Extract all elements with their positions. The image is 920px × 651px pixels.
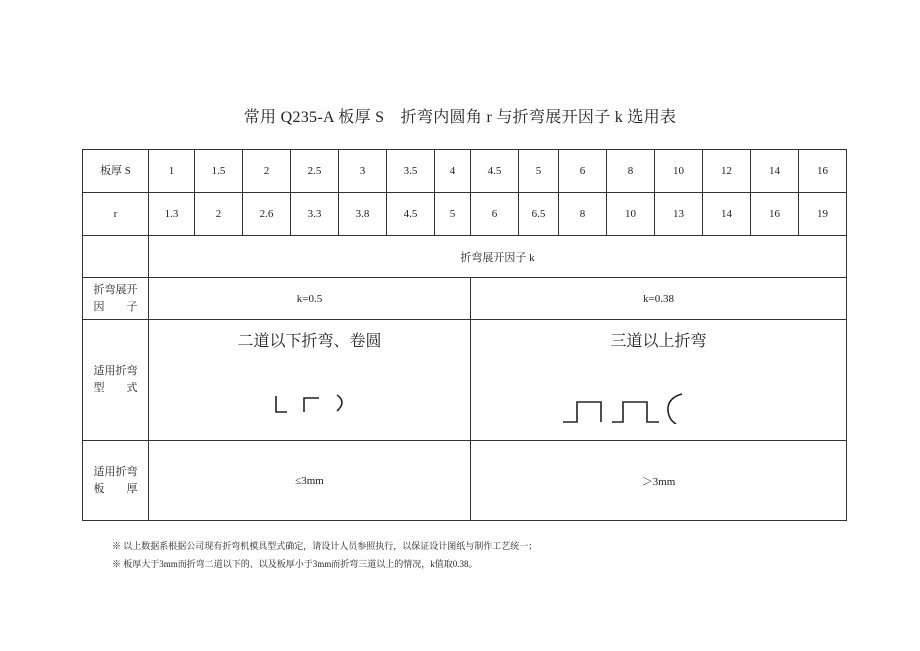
k-header-row [83,236,847,278]
bend-type-left-title: 二道以下折弯、卷圆 [237,333,382,350]
radius-cell: 1.3 [149,193,195,236]
applicable-thickness-label-line1: 适用折弯 [93,465,138,478]
bend-type-row-label [83,320,149,441]
thickness-cell: 4.5 [471,150,519,193]
radius-cell: 13 [655,193,703,236]
k-row-label [83,278,149,320]
page-title: 常用 Q235-A 板厚 S 折弯内圆角 r 与折弯展开因子 k 选用表 [243,109,677,126]
radius-cell: 2 [195,193,243,236]
blank-cell [83,236,149,278]
thickness-cell: 16 [799,150,847,193]
radius-cell: 3.8 [339,193,387,236]
radius-cell: 4.5 [387,193,435,236]
applicable-thickness-label-line2: 板 厚 [93,482,138,495]
multi-bend-shapes-icon [471,378,828,424]
radius-cell: 6 [471,193,519,236]
thickness-cell: 1 [149,150,195,193]
bend-type-right-title: 三道以上折弯 [610,333,707,350]
bend-type-right [471,320,847,441]
applicable-thickness-label [83,441,149,521]
footnote-1: ※ 以上数据系根据公司现有折弯机模具型式确定，请设计人员参照执行，以保证设计图纸与制作工艺统一； [112,541,538,551]
k-header: 折弯展开因子 k [149,236,847,278]
thickness-cell: 12 [703,150,751,193]
thickness-cell: 2 [243,150,291,193]
thickness-cell: 8 [607,150,655,193]
radius-cell: 16 [751,193,799,236]
bend-type-label-line2: 型 式 [93,382,138,394]
footnote-2: ※ 板厚大于3mm而折弯二道以下的、以及板厚小于3mm而折弯三道以上的情况，k值取0.38。 [112,559,478,569]
selection-table [82,149,847,521]
radius-cell: 5 [435,193,471,236]
thickness-row-label: 板厚 S [83,150,149,193]
thickness-cell: 2.5 [291,150,339,193]
radius-row-label: r [83,193,149,236]
k-row-label-line1: 折弯展开 [93,283,138,296]
radius-cell: 3.3 [291,193,339,236]
applicable-thickness-row [83,441,847,521]
k-value-row [83,278,847,320]
thickness-cell: 4 [435,150,471,193]
radius-cell: 19 [799,193,847,236]
radius-cell: 10 [607,193,655,236]
thickness-cell: 1.5 [195,150,243,193]
bend-type-left [149,320,471,441]
thickness-cell: 6 [559,150,607,193]
radius-row [83,193,847,236]
radius-cell: 6.5 [519,193,559,236]
thickness-row [83,150,847,193]
thickness-cell: 3 [339,150,387,193]
radius-cell: 14 [703,193,751,236]
thickness-cell: 14 [751,150,799,193]
thickness-cell: 5 [519,150,559,193]
k-right-value: k=0.38 [471,278,847,320]
k-left-value: k=0.5 [149,278,471,320]
applicable-thickness-right: ＞3mm [471,441,847,521]
bend-type-label-line1: 适用折弯 [93,365,138,377]
radius-cell: 2.6 [243,193,291,236]
footnotes [112,537,537,573]
thickness-cell: 3.5 [387,150,435,193]
bend-type-row [83,320,847,441]
k-row-label-line2: 因 子 [93,300,138,313]
thickness-cell: 10 [655,150,703,193]
two-bend-shapes-icon [149,378,489,418]
applicable-thickness-left: ≤3mm [149,441,471,521]
radius-cell: 8 [559,193,607,236]
